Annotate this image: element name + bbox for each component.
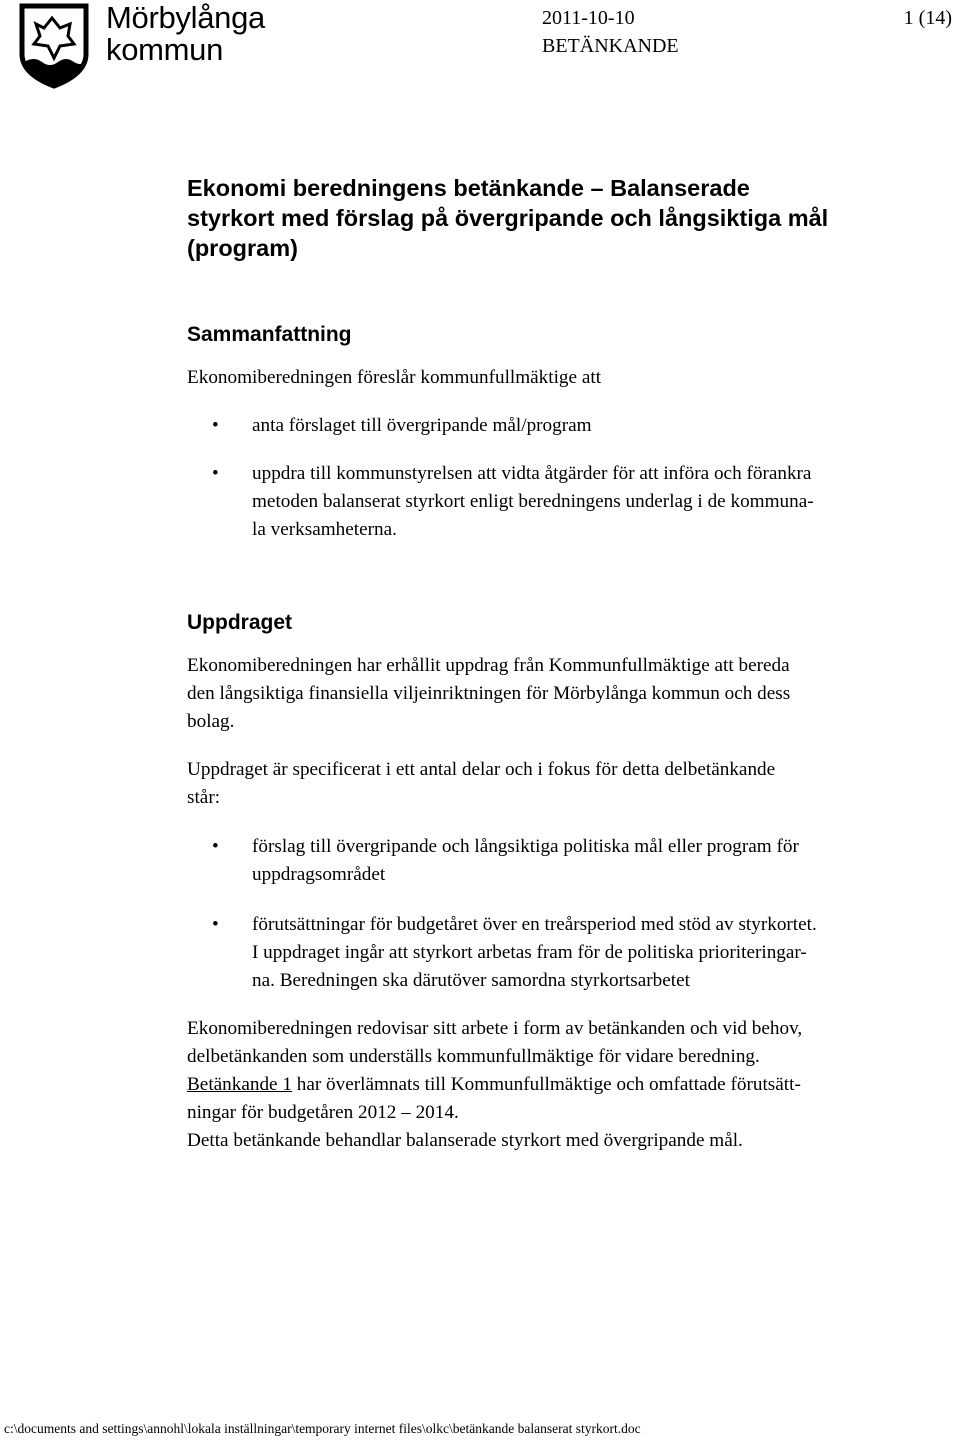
assignment-paragraph [187, 652, 887, 736]
logo-text [106, 2, 265, 66]
text-line: den långsiktiga finansiella viljeinriktningen för Mörbylånga kommun och dess [187, 683, 791, 704]
logo-line-1: Mörbylånga [106, 0, 265, 35]
bullet-icon: • [212, 914, 219, 935]
list-item-text [252, 911, 892, 995]
text-line: I uppdraget ingår att styrkort arbetas fram för de politiska prioriteringar- [252, 942, 807, 963]
text-line: förutsättningar för budgetåret över en treårsperiod med stöd av styrkortet. [252, 914, 817, 935]
title-line: (program) [187, 235, 298, 261]
list-item [212, 911, 892, 995]
assignment-heading: Uppdraget [187, 611, 292, 634]
text-line: uppdragsområdet [252, 864, 386, 885]
bullet-icon: • [212, 836, 219, 857]
list-item-text [252, 833, 892, 889]
municipality-logo [14, 2, 264, 90]
text-line: Ekonomiberedningen har erhållit uppdrag från Kommunfullmäktige att bereda [187, 655, 790, 676]
text-line: Detta betänkande behandlar balanserade styrkort med övergripande mål. [187, 1130, 743, 1151]
summary-intro: Ekonomiberedningen föreslår kommunfullmäktige att [187, 367, 602, 388]
text-line: Ekonomiberedningen redovisar sitt arbete i form av betänkanden och vid behov, [187, 1018, 803, 1039]
text-line: Uppdraget är specificerat i ett antal delar och i fokus för detta delbetänkande [187, 759, 776, 780]
text-line: står: [187, 787, 221, 808]
text-line: na. Beredningen ska därutöver samordna styrkortsarbetet [252, 970, 690, 991]
page-number: 1 (14) [903, 7, 952, 29]
list-item [212, 460, 892, 544]
file-path-footer: c:\documents and settings\annohl\lokala inställningar\temporary internet files\olkc\betänkande balanserat styrkort.doc [4, 1421, 641, 1436]
document-type: BETÄNKANDE [542, 35, 679, 57]
bullet-icon: • [212, 463, 219, 484]
text-line: har överlämnats till Kommunfullmäktige och omfattade förutsätt- [291, 1074, 801, 1095]
logo-line-2: kommun [106, 32, 224, 67]
assignment-paragraph [187, 1015, 887, 1155]
assignment-paragraph [187, 756, 887, 812]
text-line: ningar för budgetåren 2012 – 2014. [187, 1102, 459, 1123]
text-line: uppdra till kommunstyrelsen att vidta åtgärder för att införa och förankra [252, 463, 812, 484]
coat-of-arms-icon [14, 2, 100, 90]
summary-heading: Sammanfattning [187, 323, 352, 346]
text-line: metoden balanserat styrkort enligt beredningens underlag i de kommuna- [252, 491, 814, 512]
list-item-text: anta förslaget till övergripande mål/program [252, 415, 592, 436]
text-line: la verksamheterna. [252, 519, 397, 540]
betankande-1-link[interactable]: Betänkande 1 [187, 1074, 292, 1095]
title-line: Ekonomi beredningens betänkande – Balanserade [187, 175, 750, 201]
bullet-icon: • [212, 415, 219, 436]
text-line: bolag. [187, 711, 235, 732]
document-date: 2011-10-10 [542, 7, 635, 29]
list-item-text [252, 460, 892, 544]
title-line: styrkort med förslag på övergripande och långsiktiga mål [187, 205, 829, 231]
list-item [212, 833, 892, 889]
list-item [212, 412, 892, 440]
document-title [187, 173, 887, 263]
text-line: delbetänkanden som underställs kommunfullmäktige för vidare beredning. [187, 1046, 760, 1067]
text-line: förslag till övergripande och långsiktiga politiska mål eller program för [252, 836, 799, 857]
